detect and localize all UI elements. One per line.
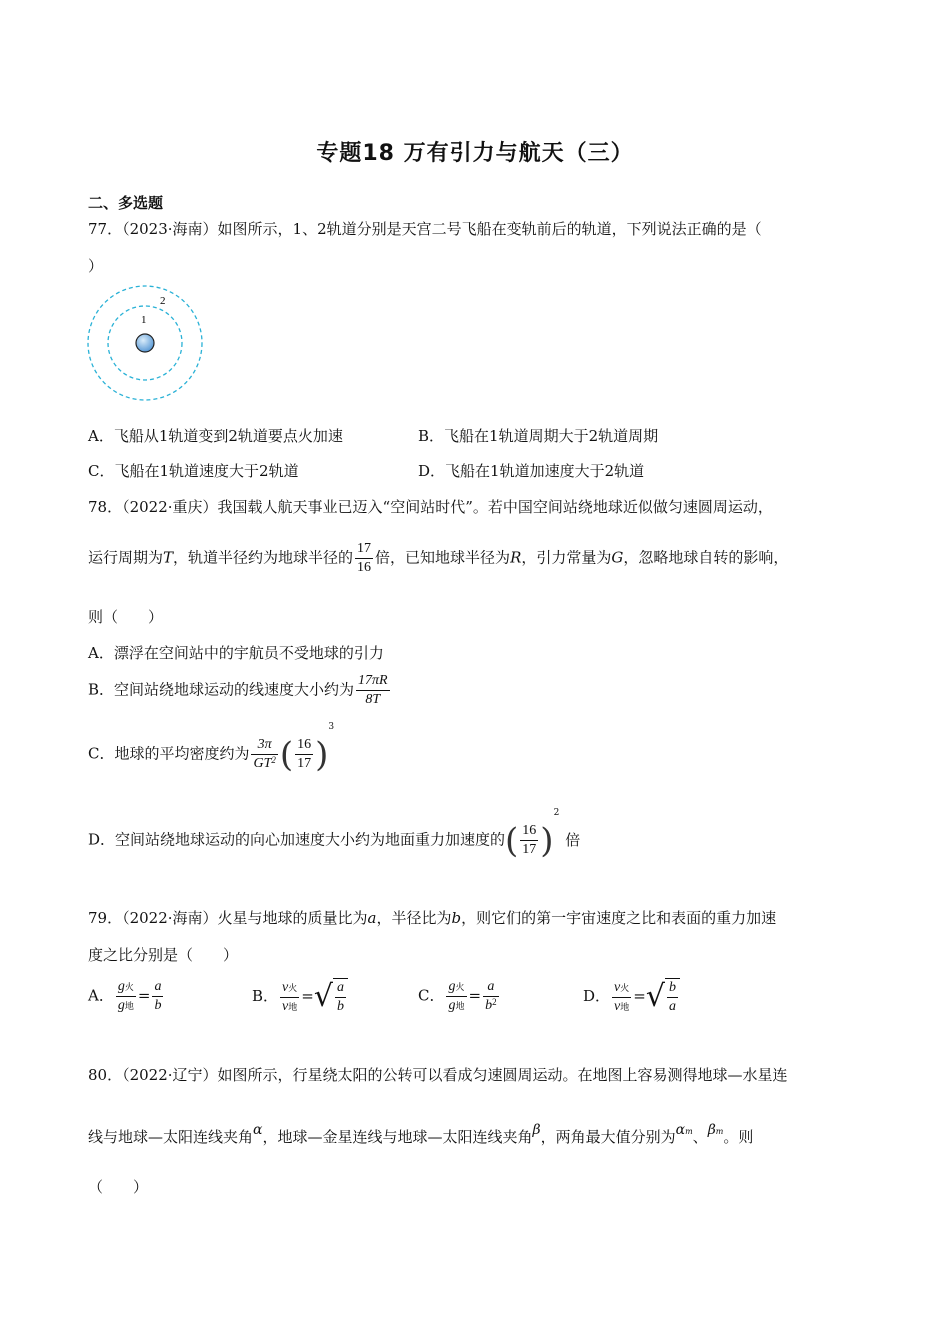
frac-num [116,978,136,996]
frac-g [116,978,136,1015]
sqrt-body [333,978,348,1016]
q77-option-d: D．飞船在1轨道加速度大于2轨道 [418,462,645,480]
page-title: 专题18 万有引力与航天（三） [316,141,634,166]
exp: 2 [492,997,497,1007]
q80-stem: 80．（2022·辽宁）如图所示，行星绕太阳的公转可以看成匀速圆周运动。在地图上容易测得地球—水星连 [88,1066,788,1084]
text: g [448,979,456,994]
text: β [707,1122,716,1138]
sub: 火 [455,982,465,992]
text: B． [252,987,279,1005]
frac-den [116,996,136,1015]
paren-close: ) [540,820,554,861]
q79-stem [88,907,776,928]
frac-den: b [336,999,344,1014]
sqrt [646,978,680,1016]
frac-num: a [487,979,495,994]
frac-den [446,996,466,1015]
radical-icon: √ [313,979,333,1014]
text: v [614,998,621,1014]
orbit-1-label: 1 [141,314,147,326]
text: ，轨道半径约为地球半径的 [173,548,354,567]
frac-num [446,978,466,996]
frac-ab [335,979,346,1016]
frac-den [612,997,631,1016]
frac-num: 3π [257,737,272,752]
equals: = [137,986,151,1005]
frac-num: a [336,980,344,995]
sub: 地 [124,1001,134,1011]
sub: 地 [288,1001,298,1012]
q77-stem: 77．（2023·海南）如图所示，1、2轨道分别是天宫二号飞船在变轨前后的轨道，下列说法正确的是（ [88,220,762,238]
paren-open: ( [505,820,519,861]
planet-icon [136,334,154,352]
alpha-m-symbol [676,1122,693,1138]
text: C．地球的平均密度约为 [88,744,250,763]
q78-option-c [88,722,335,775]
frac-num [612,979,631,997]
frac-v [612,979,631,1016]
text: 倍 [565,830,581,849]
orbit-diagram [84,284,206,404]
frac-g [446,978,466,1015]
frac-ab2 [483,978,499,1015]
q80-line-3: （ ） [88,1178,149,1196]
separator: 、 [692,1128,708,1146]
frac-den [483,996,499,1015]
text: α [675,1122,686,1138]
frac-v [280,979,299,1016]
q78-option-b [88,672,392,709]
equals: = [301,987,314,1005]
q80-line-2 [88,1122,754,1147]
sqrt-body [665,978,680,1016]
frac-den: 17 [522,842,537,857]
frac-num: 16 [522,823,537,838]
text: v [282,998,289,1014]
text: A． [88,986,114,1005]
sub: m [685,1127,693,1136]
text: g [448,998,456,1013]
paren-open: ( [279,734,294,775]
frac-den [251,754,277,773]
fraction-b [356,672,390,709]
frac-den: a [668,999,676,1014]
sub: 地 [620,1001,630,1012]
text: ，则它们的第一宇宙速度之比和表面的重力加速 [461,909,777,927]
text: 运行周期为 [88,548,164,567]
sub: 火 [620,982,630,993]
q78-stem: 78．（2022·重庆）我国载人航天事业已迈入“空间站时代”。若中国空间站绕地球近似做匀速圆周运动， [88,498,773,516]
frac-num: 16 [297,737,312,752]
text: 倍，已知地球半径为 [375,548,511,567]
text: 线与地球—太阳连线夹角 [88,1128,254,1146]
exp: 3 [328,722,335,732]
beta-m-symbol [708,1122,724,1138]
text: D． [583,987,611,1005]
exp: 2 [271,755,276,765]
text: 。则 [723,1128,754,1146]
frac-den [280,997,299,1016]
var-g: G [611,548,624,567]
fraction-17-16 [355,540,373,577]
equals: = [633,987,646,1005]
frac-den: 8T [356,690,390,709]
fraction-d-inner [520,822,538,859]
radical-icon: √ [645,979,665,1014]
alpha-symbol: α [253,1122,263,1138]
var-b: b [451,909,462,927]
sub: 地 [455,1001,465,1011]
q78-option-a: A．漂浮在空间站中的宇航员不受地球的引力 [88,644,384,662]
q78-line-3: 则（ ） [88,608,164,626]
frac-num: 17πR [358,673,388,688]
text: v [282,979,289,995]
q78-line-2 [88,540,788,577]
frac-num: b [668,980,676,995]
q77-option-a: A．飞船从1轨道变到2轨道要点火加速 [88,427,343,445]
text: C． [418,986,445,1005]
q77-option-b: B．飞船在1轨道周期大于2轨道周期 [418,427,659,445]
sub: 火 [124,982,134,992]
sub: 火 [288,982,298,993]
q79-option-b [252,978,348,1016]
frac-ab [152,978,163,1015]
sub: m [715,1127,724,1136]
text: b [485,998,493,1013]
sqrt [314,978,348,1016]
q79-option-d [583,978,680,1016]
frac-den: 16 [357,560,372,575]
q79-option-c [418,978,501,1015]
text: B．空间站绕地球运动的线速度大小约为 [88,680,355,699]
frac-num: a [154,979,162,994]
equals: = [468,986,482,1005]
text: g [117,979,125,994]
frac-den: 17 [297,756,312,771]
text: ，忽略地球自转的影响， [623,548,789,567]
orbit-2-label: 2 [160,295,166,307]
q79-line-2: 度之比分别是（ ） [88,946,239,964]
text: ，半径比为 [376,909,452,927]
var-t: T [163,548,174,567]
text: ，引力常量为 [521,548,612,567]
q78-option-d [88,808,581,861]
text: v [614,979,621,995]
frac-num: 17 [357,541,372,556]
frac-ba [667,979,678,1016]
q77-option-c: C．飞船在1轨道速度大于2轨道 [88,462,299,480]
text: D．空间站绕地球运动的向心加速度大小约为地面重力加速度的 [88,830,506,849]
frac-num [280,979,299,997]
section-heading: 二、多选题 [88,194,164,212]
paren-close: ) [315,734,329,775]
q79-option-a [88,978,165,1015]
frac-den: b [154,998,162,1013]
fraction-c-inner [295,736,313,773]
text: GT [253,756,272,771]
var-a: a [367,909,377,927]
q77-stem-close: ） [88,257,104,275]
var-r: R [510,548,522,567]
text: 79．（2022·海南）火星与地球的质量比为 [88,909,368,927]
beta-symbol: β [532,1122,541,1138]
exp: 2 [553,808,560,818]
text: ，两角最大值分别为 [540,1128,676,1146]
text: ，地球—金星连线与地球—太阳连线夹角 [262,1128,533,1146]
text: g [117,998,125,1013]
fraction-c [251,736,277,773]
